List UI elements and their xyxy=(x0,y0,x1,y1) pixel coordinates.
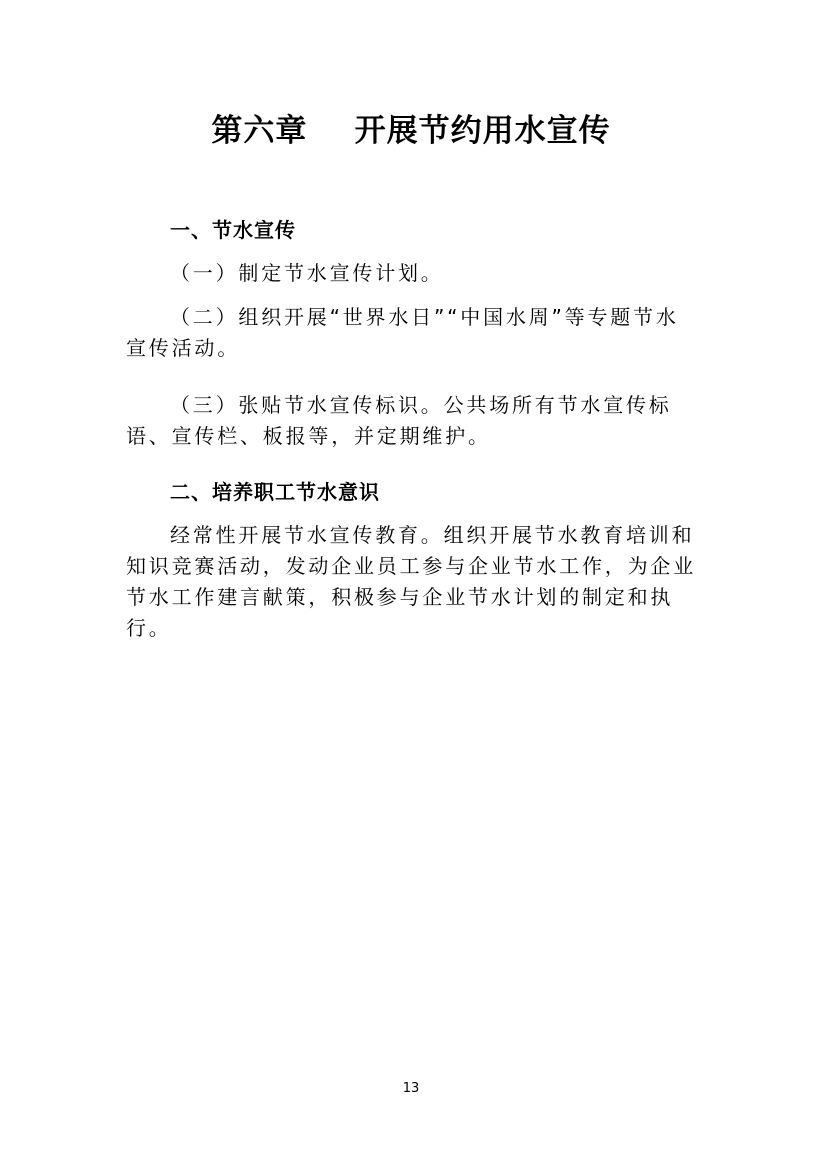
section-heading-water-saving-publicity: 一、节水宣传 xyxy=(170,218,296,242)
paragraph-education-training: 经常性开展节水宣传教育。组织开展节水教育培训和知识竞赛活动，发动企业员工参与企业节水工作，为企业节水工作建言献策，积极参与企业节水计划的制定和执行。 xyxy=(126,523,696,640)
paragraph-publicity-plan: （一）制定节水宣传计划。 xyxy=(170,261,444,285)
page-number: 13 xyxy=(402,1081,420,1096)
paragraph-publicity-signs: （三）张贴节水宣传标识。公共场所有节水宣传标语、宣传栏、板报等，并定期维护。 xyxy=(126,393,672,448)
section-heading-employee-awareness: 二、培养职工节水意识 xyxy=(170,480,380,504)
chapter-title: 第六章 开展节约用水宣传 xyxy=(211,113,611,149)
paragraph-themed-activities: （二）组织开展“世界水日”“中国水周”等专题节水宣传活动。 xyxy=(126,305,679,360)
